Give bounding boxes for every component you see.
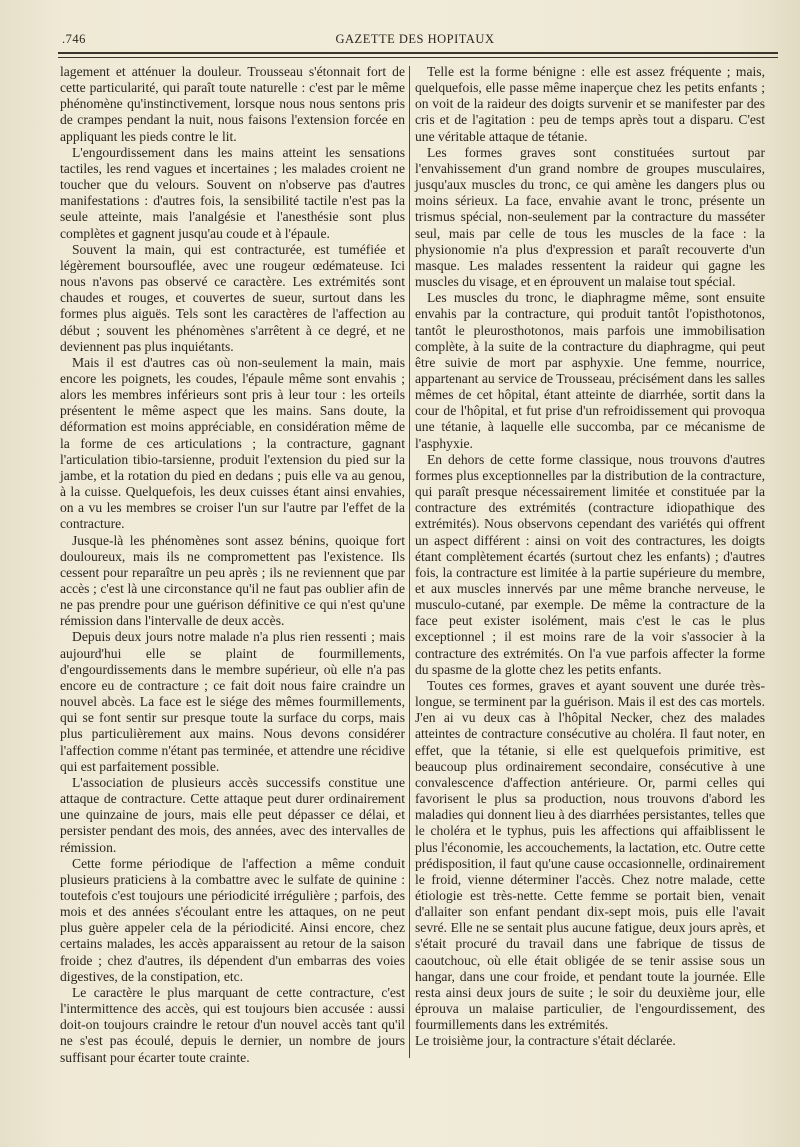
paragraph: lagement et atténuer la douleur. Trousseau s'étonnait fort de cette particularité, qui paraît toute naturelle : c'est par le même phénomène qu'instinctivement, lorsque nous nous sentons pris de crampes pendant la nuit, nous faisons l'extension forcée en appliquant les pieds contre le lit.	[60, 64, 405, 144]
paragraph: En dehors de cette forme classique, nous trouvons d'autres formes plus exceptionnelles par la distribution de la contracture, qui paraît presque nécessairement limitée et constituée par la contracture des extrémités (contracture idiopathique des extrémités). Nous observons cependant des variétés qui offrent un aspect différent : ainsi on voit des contractures, les doigts étant complètement écartés (surtout chez les enfants) ; d'autres fois, la contracture est limitée à la partie supérieure du membre, et aux muscles innervés par une même branche nerveuse, le musculo-cutané, par exemple. De même la contracture de la face peut exister isolément, mais c'est le cas le plus exceptionnel ; il est moins rare de la voir s'associer à la contracture des extrémités. On l'a vue parfois affecter la forme du spasme de la glotte chez les petits enfants.	[415, 451, 765, 677]
right-column	[415, 64, 765, 1050]
paragraph: Cette forme périodique de l'affection a même conduit plusieurs praticiens à la combattre avec le sulfate de quinine : toutefois c'est toujours une périodicité irrégulière ; parfois, des mois et des années s'écoulant entre les attaques, on ne peut plus guère appeler cela de la périodicité. Ainsi encore, chez certains malades, les accès apparaissent au retour de la saison froide ; chez d'autres, ils dépendent d'un embarras des voies digestives, de la constipation, etc.	[60, 855, 405, 984]
paragraph: Le troisième jour, la contracture s'était déclarée.	[415, 1033, 676, 1049]
paragraph: L'association de plusieurs accès successifs constitue une attaque de contracture. Cette attaque peut durer ordinairement une quinzaine de jours, mais elle peut dépasser ce délai, et persister pendant des mois, des années, avec des intervalles de rémission.	[60, 774, 405, 855]
paragraph: Telle est la forme bénigne : elle est assez fréquente ; mais, quelquefois, elle passe même inaperçue chez les petits enfants ; on voit de la raideur des doigts survenir et se manifester par des cris et de l'agitation : peu de temps après tout a disparu. C'est une véritable attaque de tétanie.	[415, 64, 765, 144]
paragraph: Les muscles du tronc, le diaphragme même, sont ensuite envahis par la contracture, qui produit tantôt l'opisthotonos, tantôt le pleurosthotonos, mais parfois une immobilisation complète, à la suite de la contracture du diaphragme, qui peut être suivie de mort par asphyxie. Une femme, nourrice, appartenant au service de Trousseau, précisément dans les salles mêmes de cet hôpital, étant atteinte de diarrhée, sortit dans la cour de l'hôpital, et fut prise d'un refroidissement qui provoqua une tétanie, à laquelle elle succomba, par ce mécanisme de l'asphyxie.	[415, 290, 765, 451]
paragraph: Toutes ces formes, graves et ayant souvent une durée très-longue, se terminent par la guérison. Mais il est des cas mortels. J'en ai vu deux cas à l'hôpital Necker, chez des malades atteintes de contracture consécutive au choléra. Il faut noter, en effet, que la tétanie, si elle est quelquefois primitive, est beaucoup plus ordinairement secondaire, consécutive à une convalescence d'affection antérieure. Or, parmi celles qui favorisent le plus sa production, nous trouvons d'abord les maladies qui donnent lieu à des diarrhées persistantes, telles que le choléra et le typhus, puis les affections qui affaiblissent le plus l'économie, les accouchements, la lactation, etc. Outre cette prédisposition, il faut qu'une cause occasionnelle, ordinairement le froid, vienne déterminer l'accès. Chez notre malade, cette étiologie est très-nette. Cette femme se portait bien, venait d'allaiter son enfant pendant dix-sept mois, puis elle l'avait sevré. Elle ne se sentait plus aucune fatigue, deux jours après, et s'était procuré du travail dans une fabrique de tissus de caoutchouc, où elle était obligée de se tenir assise sous un hangar, dans une cour froide, et pendant toute la journée. Elle resta ainsi deux jours de suite ; le soir du deuxième jour, elle éprouva un malaise particulier, de l'engourdissement, des fourmillements dans les extrémités.	[415, 677, 765, 1033]
header-rule-thin	[58, 57, 778, 58]
page-number: .746	[62, 32, 86, 46]
paragraph: Les formes graves sont constituées surtout par l'envahissement d'un grand nombre de groupes musculaires, jusqu'aux muscles du tronc, ce qui amène les dangers plus ou moins sérieux. La face, envahie avant le tronc, présente un trismus spécial, non-seulement par la contracture du masséter seul, mais par celle de tous les muscles de la face : la physionomie n'a plus d'expression et paraît recouverte d'un masque. Les malades ressentent la raideur qui gagne les muscles du visage, et en éprouvent un malaise tout spécial.	[415, 144, 765, 290]
page-header	[60, 30, 770, 50]
paragraph: Souvent la main, qui est contracturée, est tuméfiée et légèrement boursouflée, avec une rougeur œdémateuse. Ici nous n'avons pas observé ce caractère. Les extrémités sont chaudes et rouges, et couvertes de sueur, surtout dans les formes plus aiguës. Tels sont les caractères de l'affection au début ; souvent les phénomènes s'arrêtent à ce degré, et ne deviennent pas plus inquiétants.	[60, 241, 405, 354]
paragraph: Depuis deux jours notre malade n'a plus rien ressenti ; mais aujourd'hui elle se plaint de fourmillements, d'engourdissements dans le membre supérieur, où elle n'a pas encore eu de contracture ; ce fait doit nous faire craindre un nouvel abcès. La face est le siége des mêmes fourmillements, qui se font sentir sur presque toute la surface du corps, mais plus particulièrement aux mains. Nous devons considérer l'affection comme n'étant pas terminée, et attendre une récidive qui est parfaitement possible.	[60, 629, 405, 774]
paragraph: Jusque-là les phénomènes sont assez bénins, quoique fort douloureux, mais ils ne compromettent pas l'existence. Ils cessent pour reparaître un peu après ; ils ne reviennent que par accès ; c'est là une circonstance qu'il ne faut pas oublier afin de ne pas prendre pour une guérison définitive ce qui n'est qu'une rémission dans l'intervalle de deux accès.	[60, 532, 405, 629]
header-rule	[58, 52, 778, 54]
paragraph: Mais il est d'autres cas où non-seulement la main, mais encore les poignets, les coudes, l'épaule même sont envahis ; alors les membres inférieurs sont pris à leur tour : les orteils présentent le même aspect que les mains. Sans doute, la déformation est moins appréciable, en considération même de la forme de ces articulations ; la contracture, gagnant l'articulation tibio-tarsienne, produit l'extension du pied sur la jambe, et la rotation du pied en dedans ; puis elle va au genou, à la cuisse. Quelquefois, les deux cuisses étant ainsi envahies, on a vu les membres se croiser l'un sur l'autre par l'effet de la contracture.	[60, 354, 405, 532]
paragraph: L'engourdissement dans les mains atteint les sensations tactiles, les rend vagues et incertaines ; les malades croient ne toucher que du velours. Souvent on n'observe pas d'autres manifestations : d'autres fois, la sensibilité tactile n'est pas la seule atteinte, mais l'analgésie et l'anesthésie sont plus complètes et gagnent jusqu'au coude et à l'épaule.	[60, 144, 405, 241]
column-divider	[409, 66, 410, 1058]
running-title: GAZETTE DES HOPITAUX	[335, 32, 495, 46]
paragraph: Le caractère le plus marquant de cette contracture, c'est l'intermittence des accès, qui est toujours bien accusée : aussi doit-on toujours craindre le retour d'un nouvel accès tant qu'il ne s'est pas écoulé, depuis le dernier, un nombre de jours suffisant pour écarter toute crainte.	[60, 984, 405, 1065]
left-column	[60, 64, 405, 1066]
